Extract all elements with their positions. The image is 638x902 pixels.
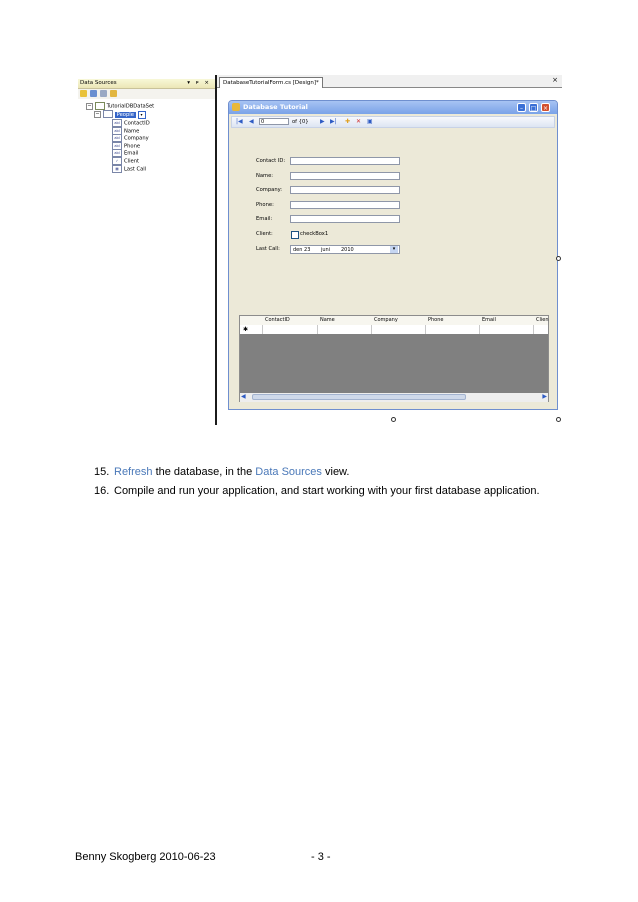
field-textbox[interactable] <box>290 186 400 194</box>
resize-handle[interactable] <box>391 417 396 422</box>
record-count: of {0} <box>292 119 309 125</box>
last-call-label: Last Call: <box>256 246 280 252</box>
collapse-icon[interactable]: − <box>95 110 100 117</box>
field-abl-icon: abl <box>112 134 122 142</box>
step-number: 16. <box>94 485 110 497</box>
tree-field[interactable] <box>112 165 146 173</box>
field-name: ContactID <box>124 120 150 127</box>
field-textbox[interactable] <box>290 215 400 223</box>
maximize-icon[interactable]: □ <box>530 105 537 112</box>
configure-icon[interactable] <box>100 90 107 97</box>
collapse-icon[interactable]: − <box>87 102 92 109</box>
chevron-down-icon[interactable]: ▾ <box>390 246 398 253</box>
field-name: Name <box>124 128 140 135</box>
field-name: Company <box>124 135 149 142</box>
horizontal-scrollbar[interactable] <box>240 393 548 402</box>
client-checkbox[interactable] <box>291 231 299 239</box>
field-date-icon: ▦ <box>112 165 122 173</box>
table-row[interactable] <box>240 325 548 334</box>
people-datagrid[interactable] <box>239 315 549 402</box>
dataset-name: TutorialDBDataSet <box>106 103 155 110</box>
step-16 <box>94 485 540 497</box>
table-icon <box>103 110 113 118</box>
move-last-icon[interactable]: ▶| <box>330 118 337 125</box>
tab-form-design[interactable] <box>219 77 323 88</box>
data-sources-title: Data Sources <box>80 80 117 86</box>
form-title: Database Tutorial <box>243 103 308 111</box>
field-name: Client <box>124 158 140 165</box>
panel-pin-icon[interactable]: ▾ ᴘ × <box>187 80 211 86</box>
chevron-down-icon[interactable]: ▾ <box>138 111 146 119</box>
data-sources-toolbar <box>78 89 215 99</box>
position-input[interactable]: 0 <box>259 118 289 125</box>
field-abl-icon: abl <box>112 149 122 157</box>
form-window <box>228 100 558 410</box>
field-abl-icon: abl <box>112 142 122 150</box>
cell-divider <box>262 325 263 334</box>
field-textbox[interactable] <box>290 172 400 180</box>
cell-divider <box>533 325 534 334</box>
client-label: Client: <box>256 231 273 237</box>
cell-divider <box>479 325 480 334</box>
cell-divider <box>317 325 318 334</box>
step-15 <box>94 466 349 478</box>
resize-handle[interactable] <box>556 256 561 261</box>
field-label: Email: <box>256 216 273 223</box>
last-call-datepicker[interactable]: den 23 juni 2010 ▾ <box>290 245 400 254</box>
minimize-icon[interactable]: – <box>517 103 526 112</box>
step-text: view. <box>321 466 350 478</box>
field-name: Email <box>124 150 139 157</box>
scrollbar-thumb[interactable] <box>252 394 466 400</box>
field-check-icon: ✓ <box>112 157 122 165</box>
data-sources-header <box>78 79 215 89</box>
edit-dataset-icon[interactable] <box>90 90 97 97</box>
document-tabstrip <box>217 75 562 88</box>
scroll-right-icon[interactable]: ▶ <box>542 393 547 400</box>
field-label: Contact ID: <box>256 158 286 164</box>
add-datasource-icon[interactable] <box>80 90 87 97</box>
field-label: Company: <box>256 187 283 194</box>
dataset-icon <box>95 102 105 110</box>
column-header[interactable]: Name <box>320 317 335 323</box>
delete-icon[interactable]: ✕ <box>356 118 362 125</box>
column-header[interactable]: Clien <box>536 317 549 323</box>
tree-table-people[interactable] <box>94 110 146 119</box>
add-new-icon[interactable]: ✚ <box>345 118 351 125</box>
new-row-icon: ✱ <box>243 326 249 333</box>
checkbox-text: checkBox1 <box>300 231 329 237</box>
column-header[interactable]: Company <box>374 317 398 323</box>
close-tab-icon[interactable]: × <box>552 76 558 84</box>
cell-divider <box>371 325 372 334</box>
resize-handle[interactable] <box>556 417 561 422</box>
step-link[interactable]: Refresh <box>114 466 153 478</box>
footer-page-number: - 3 - <box>311 851 331 863</box>
field-abl-icon: abl <box>112 119 122 127</box>
move-first-icon[interactable]: |◀ <box>236 118 243 125</box>
refresh-icon[interactable] <box>110 90 117 97</box>
detail-fields <box>229 101 557 301</box>
scroll-left-icon[interactable]: ◀ <box>241 393 246 400</box>
tab-title: DatabaseTutorialForm.cs [Design]* <box>223 80 319 86</box>
table-name: People <box>116 111 134 118</box>
tree-dataset[interactable] <box>86 102 154 110</box>
step-text: Compile and run your application, and start working with your first database application. <box>114 485 540 497</box>
field-textbox[interactable] <box>290 157 400 165</box>
form-designer <box>217 75 562 425</box>
footer-author-date: Benny Skogberg 2010-06-23 <box>75 851 216 863</box>
field-textbox[interactable] <box>290 201 400 209</box>
close-icon[interactable]: × <box>542 105 549 112</box>
field-name: Phone <box>124 143 141 150</box>
field-label: Phone: <box>256 201 274 208</box>
field-label: Name: <box>256 172 274 179</box>
step-link[interactable]: Data Sources <box>255 466 322 478</box>
data-sources-tree <box>78 102 215 182</box>
cell-divider <box>425 325 426 334</box>
data-sources-panel <box>78 75 217 425</box>
save-icon[interactable]: ▣ <box>367 118 373 125</box>
step-number: 15. <box>94 466 110 478</box>
field-abl-icon: abl <box>112 127 122 135</box>
move-next-icon[interactable]: ▶ <box>320 118 325 125</box>
column-header[interactable]: ContactID <box>265 317 290 323</box>
column-header[interactable]: Phone <box>428 317 444 323</box>
column-header[interactable]: Email <box>482 317 496 323</box>
step-text: the database, in the <box>152 466 256 478</box>
field-name: Last Call <box>124 166 147 173</box>
move-previous-icon[interactable]: ◀ <box>249 118 254 125</box>
